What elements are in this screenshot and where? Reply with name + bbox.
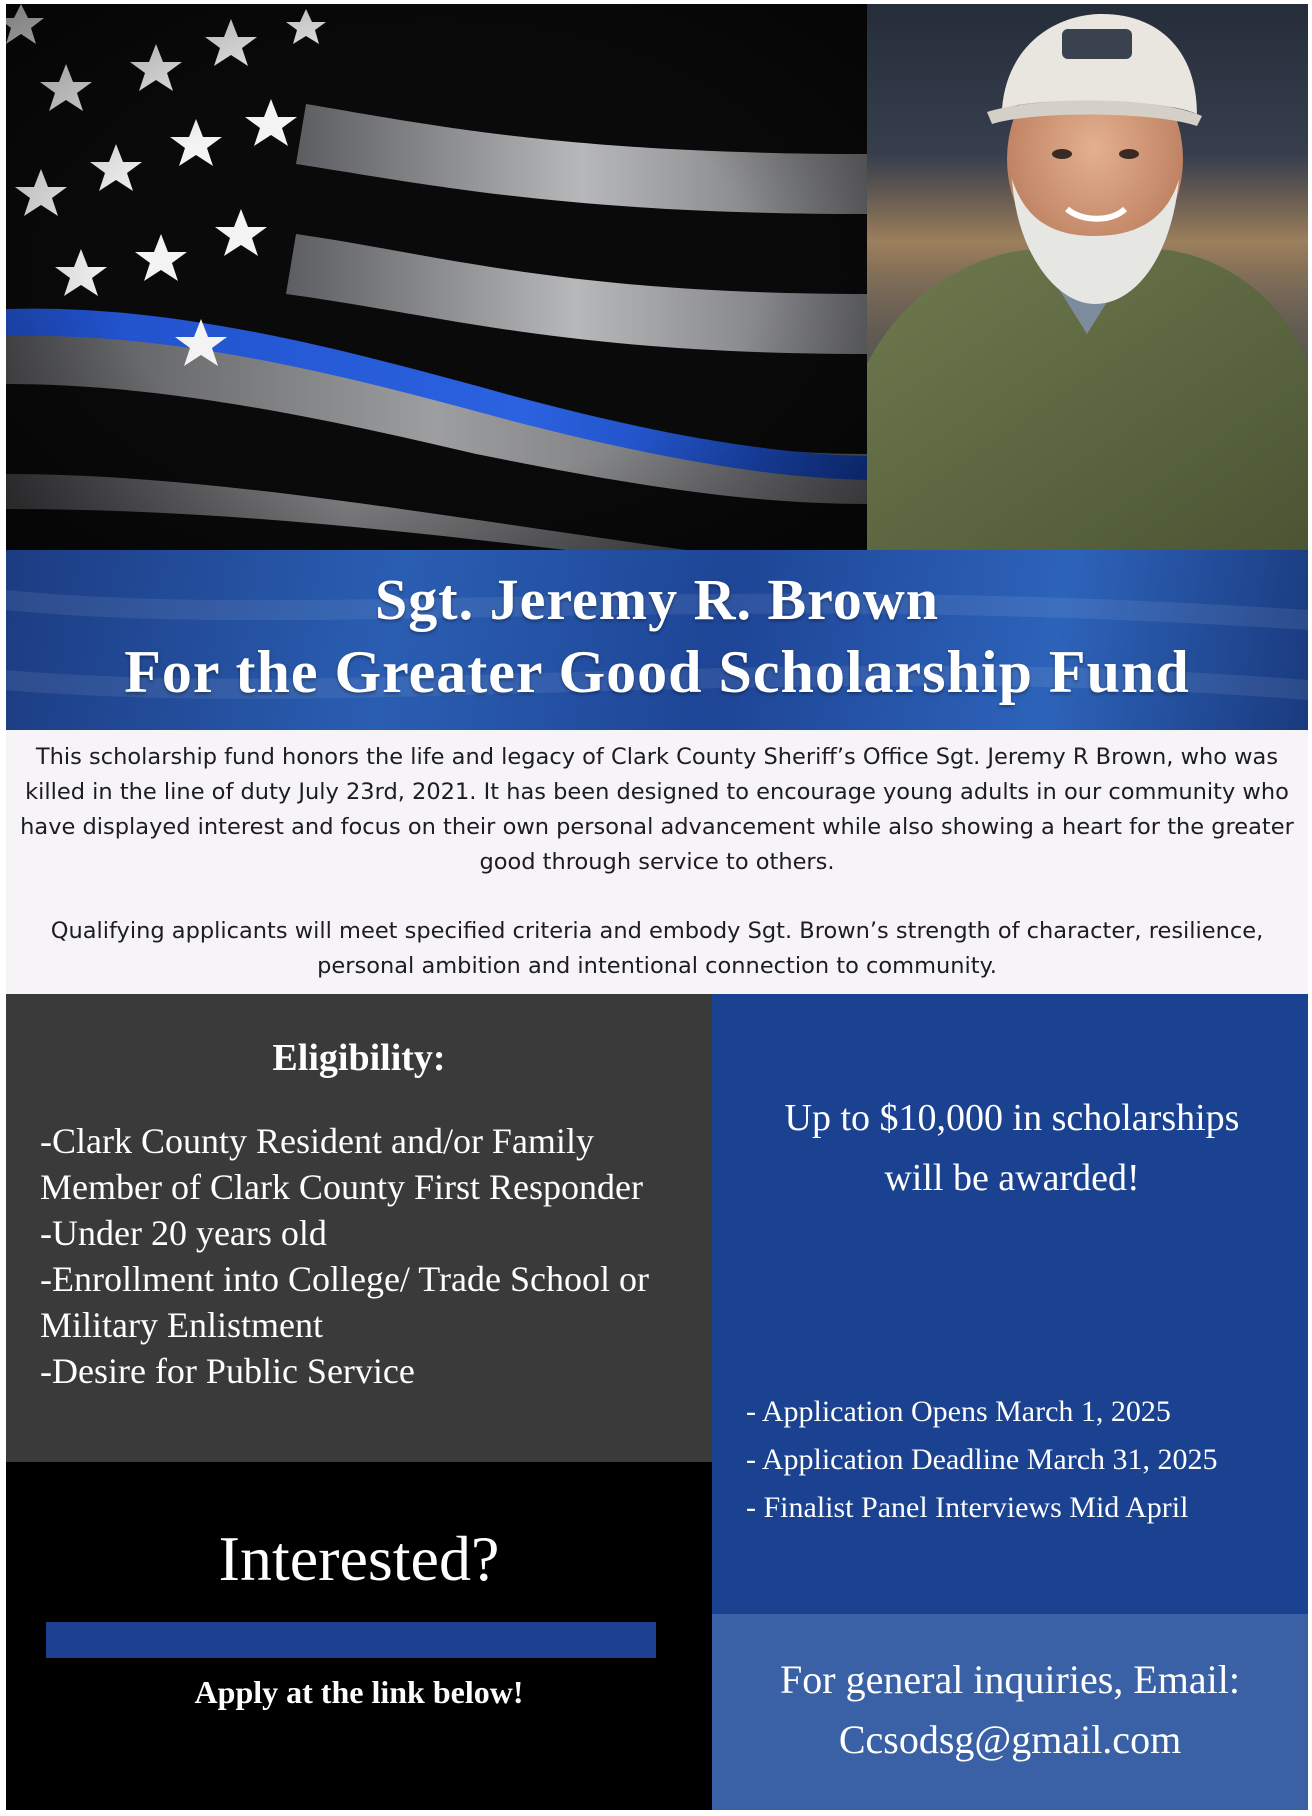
title-line-1: Sgt. Jeremy R. Brown: [375, 567, 939, 632]
interested-panel: [6, 1462, 712, 1810]
title-banner: [6, 550, 1308, 730]
date-item: - Application Opens March 1, 2025: [746, 1395, 1171, 1428]
contact-panel: [712, 1614, 1308, 1810]
thin-blue-line-flag-image: [6, 4, 867, 550]
description-paragraph-2: Qualifying applicants will meet specified criteria and embody Sgt. Brown’s strength of character, resilience, personal ambition and intentional connection to community.: [50, 918, 1264, 979]
eligibility-item: -Under 20 years old: [40, 1213, 327, 1253]
application-dates-list: [746, 1388, 1306, 1532]
scholarship-flyer: [6, 4, 1308, 1810]
description-paragraph-1: This scholarship fund honors the life and legacy of Clark County Sheriff’s Office Sgt. Jeremy R Brown, who was killed in the line of duty July 23rd, 2021. It has been designed to encourage young adults in our community who have displayed interest and focus on their own personal advancement while also showing a heart for the greater good through service to others.: [20, 744, 1294, 875]
eligibility-list: [40, 1118, 708, 1394]
award-amount-text: Up to $10,000 in scholarships will be awarded!: [784, 1097, 1240, 1199]
eligibility-heading: Eligibility:: [272, 1037, 446, 1079]
award-panel: [712, 994, 1308, 1614]
apply-link-text: Apply at the link below!: [194, 1674, 524, 1710]
title-line-2: For the Greater Good Scholarship Fund: [124, 639, 1190, 705]
eligibility-item: -Enrollment into College/ Trade School or Military Enlistment: [40, 1259, 649, 1345]
eligibility-item: -Clark County Resident and/or Family Member of Clark County First Responder: [40, 1121, 643, 1207]
interested-heading: Interested?: [218, 1523, 500, 1594]
contact-email-link[interactable]: Ccsodsg@gmail.com: [838, 1717, 1182, 1762]
date-item: - Application Deadline March 31, 2025: [746, 1443, 1218, 1476]
description-section: [6, 730, 1308, 994]
contact-label: For general inquiries, Email:: [780, 1657, 1240, 1702]
date-item: - Finalist Panel Interviews Mid April: [746, 1491, 1189, 1524]
portrait-photo-image: [867, 4, 1308, 550]
blue-divider-bar: [46, 1622, 656, 1658]
eligibility-panel: [6, 994, 712, 1462]
eligibility-item: -Desire for Public Service: [40, 1351, 415, 1391]
